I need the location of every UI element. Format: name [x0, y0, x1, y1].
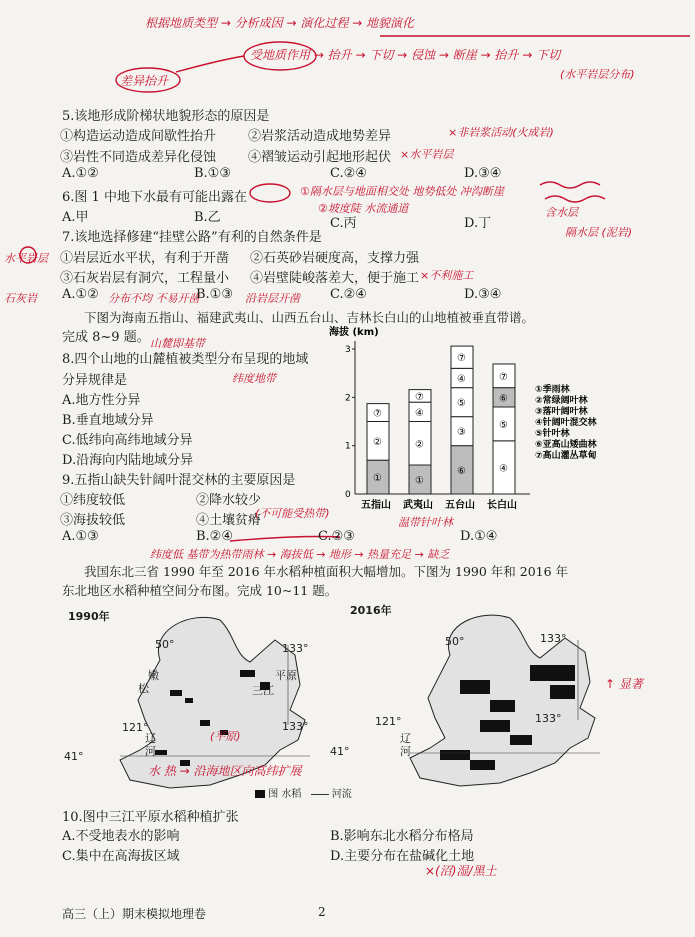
map-left-year: 1990年 [68, 610, 110, 623]
q5-option-4: ④褶皱运动引起地形起伏 [248, 150, 392, 165]
q5-choice-b: B.①③ [194, 166, 231, 181]
q8-stem-2: 分异规律是 [62, 373, 128, 388]
q7-option-3: ③石灰岩层有洞穴，工程量小 [60, 271, 230, 286]
circle-mark [244, 42, 316, 70]
annotation-circle-left: 差异抬升 [120, 74, 169, 88]
y-tick-label: 1 [345, 441, 351, 452]
q7-side-note-2: 石灰岩 [4, 292, 37, 305]
annotation-top-note: (水平岩层分布) [560, 68, 635, 81]
q10-note: ×(沼)湿/黑土 [425, 864, 497, 878]
bar-segment-label: ④ [499, 463, 508, 475]
q5-choice-d: D.③④ [464, 166, 502, 181]
map-right-41: 41° [330, 745, 350, 758]
legend-entry: ④针阔叶混交林 [535, 418, 597, 428]
q9-choice-c: C.②③ [318, 529, 355, 544]
q8-choice-a: A.地方性分异 [62, 393, 141, 408]
map-left-41: 41° [64, 750, 84, 763]
q5-option-3: ③岩性不同造成差异化侵蚀 [60, 150, 217, 165]
strata-mark [545, 196, 605, 202]
q8-choice-d: D.沿海向内陆地域分异 [62, 453, 194, 468]
q9-option-3: ③海拔较低 [60, 513, 126, 528]
bar-segment-label: ⑤ [457, 398, 466, 410]
q6-note-4: 隔水层 (泥岩) [565, 226, 633, 239]
q9-choice-b: B.②④ [196, 529, 233, 544]
bar-segment-label: ⑦ [499, 371, 508, 383]
q5-stem: 5.该地形成阶梯状地貌形态的原因是 [62, 109, 270, 124]
bar-segment-label: ④ [415, 407, 424, 419]
bar-segment-label: ① [373, 473, 382, 485]
intro-1011-line1: 我国东北三省 1990 年至 2016 年水稻种植面积大幅增加。下图为 1990 年和 2016 年 [84, 564, 569, 579]
map-right-121: 121° [375, 715, 402, 728]
y-tick-label: 3 [345, 345, 351, 355]
q9-note-2: 纬度低 基带为热带雨林 → 海拔低 → 地形 → 热量充足 → 缺乏 [150, 548, 450, 561]
footer-page: 2 [318, 905, 326, 919]
q7-stem: 7.该地选择修建“挂壁公路”有利的自然条件是 [62, 230, 322, 245]
q8-choice-c: C.低纬向高纬地域分异 [62, 433, 193, 448]
bar-segment-label: ② [415, 439, 424, 451]
q10-stem: 10.图中三江平原水稻种植扩张 [62, 810, 239, 825]
q9-option-2: ②降水较少 [196, 493, 262, 508]
rice-distribution-maps [60, 600, 660, 800]
q6-choice-c: C.丙 [330, 216, 357, 231]
q5-option-2: ②岩浆活动造成地势差异 [248, 129, 392, 144]
legend-entry: ②常绿阔叶林 [535, 396, 588, 406]
legend-entry: ⑤针叶林 [535, 429, 570, 439]
q5-note-1: ×非岩浆活动(火成岩) [448, 126, 554, 139]
map-left-nen: 嫩 [148, 669, 159, 682]
bar-segment-label: ② [373, 436, 382, 448]
map-left-133-b: 133° [282, 720, 309, 733]
q9-note-1: (不可能受热带) [255, 507, 330, 520]
q10-choice-d: D.主要分布在盐碱化土地 [330, 849, 475, 864]
bar-segment-label: ⑥ [499, 393, 508, 405]
q7-choice-d: D.③④ [464, 287, 502, 302]
map-left-plain: 平原 [275, 669, 297, 682]
intro-89-line1: 下图为海南五指山、福建武夷山、山西五台山、吉林长白山的山地植被垂直带谱。 [84, 310, 535, 325]
q9-choice-a: A.①③ [62, 529, 99, 544]
q7-option-1: ①岩层近水平状，有利于开凿 [60, 251, 230, 266]
annotation-top-line1: 根据地质类型 → 分析成因 → 演化过程 → 地貌演化 [145, 16, 415, 30]
y-tick-label: 2 [345, 393, 351, 404]
intro-1011-line2: 东北地区水稻种植空间分布图。完成 10~11 题。 [62, 583, 338, 598]
legend-entry: ①季雨林 [535, 385, 570, 395]
q5-choice-c: C.②④ [330, 166, 367, 181]
circle-mark [250, 184, 290, 202]
legend-rice-swatch [255, 790, 265, 798]
q9-note-3: 温带针叶林 [398, 516, 453, 529]
q5-option-1: ①构造运动造成间歇性抬升 [60, 129, 217, 144]
bar-segment-label: ⑦ [415, 391, 424, 403]
q5-choice-a: A.①② [62, 166, 99, 181]
q6-note-2: ②坡度陡 水流通道 [318, 202, 409, 215]
q10-choice-a: A.不受地表水的影响 [62, 829, 180, 844]
q8-note-1: 山麓即基带 [150, 337, 205, 350]
q6-stem: 6.图 1 中地下水最有可能出露在 [62, 190, 247, 205]
map-left-liao: 辽 [145, 732, 156, 745]
map-left-sanjiang: 三江 [252, 684, 274, 697]
category-label: 五台山 [445, 500, 475, 511]
footer-title: 高三（上）期末模拟地理卷 [62, 907, 207, 921]
category-label: 五指山 [361, 500, 391, 511]
map-legend [255, 785, 352, 800]
bar-segment-label: ⑤ [499, 419, 508, 431]
category-label: 长白山 [487, 500, 517, 511]
intro-89-line2: 完成 8~9 题。 [62, 330, 150, 345]
map-left-he: 河 [145, 745, 156, 758]
legend-entry: ③落叶阔叶林 [535, 407, 588, 417]
q7-choice-b: B.①③ [196, 287, 233, 302]
bar-segment-label: ⑦ [457, 353, 466, 365]
bar-segment-label: ⑦ [373, 408, 382, 420]
q7-option-2: ②石英砂岩硬度高，支撑力强 [250, 251, 420, 266]
vegetation-zone-chart [325, 327, 695, 514]
q6-choice-d: D.丁 [464, 216, 492, 231]
map-left-song: 松 [138, 682, 149, 695]
y-tick-label: 0 [345, 490, 351, 500]
q7-note-2: ×不利施工 [420, 269, 474, 282]
q7-note-1: 分布不均 不易开凿 [108, 292, 200, 305]
q8-stem-1: 8.四个山地的山麓植被类型分布呈现的地域 [62, 352, 309, 367]
q10-choice-b: B.影响东北水稻分布格局 [330, 829, 474, 844]
legend-river-label: 河流 [331, 789, 352, 800]
map-right-50: 50° [445, 635, 465, 648]
q7-side-note-1: 水平岩层 [4, 252, 48, 265]
q7-option-4: ④岩壁陡峻落差大，便于施工 [250, 271, 420, 286]
legend-rice-label: 水稻 [281, 789, 302, 800]
map-note-plain: (平原) [210, 730, 241, 743]
q7-note-3: 沿岩层开凿 [245, 292, 300, 305]
q9-option-4: ④土壤贫瘠 [196, 513, 262, 528]
q9-stem: 9.五指山缺失针阔叶混交林的主要原因是 [62, 473, 296, 488]
q8-choice-b: B.垂直地域分异 [62, 413, 154, 428]
q6-choice-b: B.乙 [194, 210, 221, 225]
map-left-121: 121° [122, 721, 149, 734]
legend-entry: ⑥亚高山矮曲林 [535, 440, 597, 450]
bar-segment-label: ⑥ [457, 465, 466, 477]
q9-choice-d: D.①④ [460, 529, 498, 544]
q8-note-2: 纬度地带 [232, 372, 276, 385]
q6-note-3: 含水层 [545, 206, 578, 219]
map-note-left: 水 热 → 沿海地区向高纬扩展 [148, 764, 302, 778]
map-right-133: 133° [540, 632, 567, 645]
y-axis-label: 海拔 (km) [329, 327, 379, 338]
circle-mark [116, 68, 180, 92]
map-left-50: 50° [155, 638, 175, 651]
map-right-year: 2016年 [350, 604, 392, 617]
strata-mark [540, 182, 600, 188]
legend-prefix: 图 [268, 789, 279, 800]
bar-segment-label: ③ [457, 427, 466, 439]
map-right-he: 河 [400, 745, 411, 758]
q10-choice-c: C.集中在高海拔区域 [62, 849, 180, 864]
map-note-right: ↑ 显著 [605, 677, 643, 691]
annotation-top-line2: 受地质作用 → 抬升 → 下切 → 侵蚀 → 断崖 → 抬升 → 下切 [250, 48, 561, 62]
q9-option-1: ①纬度较低 [60, 493, 126, 508]
q6-note-1: ①隔水层与地面相交处 地势低处 冲沟断崖 [300, 185, 504, 198]
q7-choice-a: A.①② [62, 287, 99, 302]
q6-choice-a: A.甲 [62, 210, 89, 225]
q5-note-2: ×水平岩层 [400, 148, 454, 161]
arrow-mark [176, 56, 244, 72]
bar-segment-label: ① [415, 475, 424, 487]
bar-segment-label: ④ [457, 374, 466, 385]
q7-choice-c: C.②④ [330, 287, 367, 302]
legend-entry: ⑦高山灌丛草甸 [535, 451, 597, 461]
category-label: 武夷山 [403, 500, 433, 511]
legend-river-swatch [311, 794, 329, 795]
map-right-liao: 辽 [400, 732, 411, 745]
map-right-133-b: 133° [535, 712, 562, 725]
map-left-133: 133° [282, 642, 309, 655]
